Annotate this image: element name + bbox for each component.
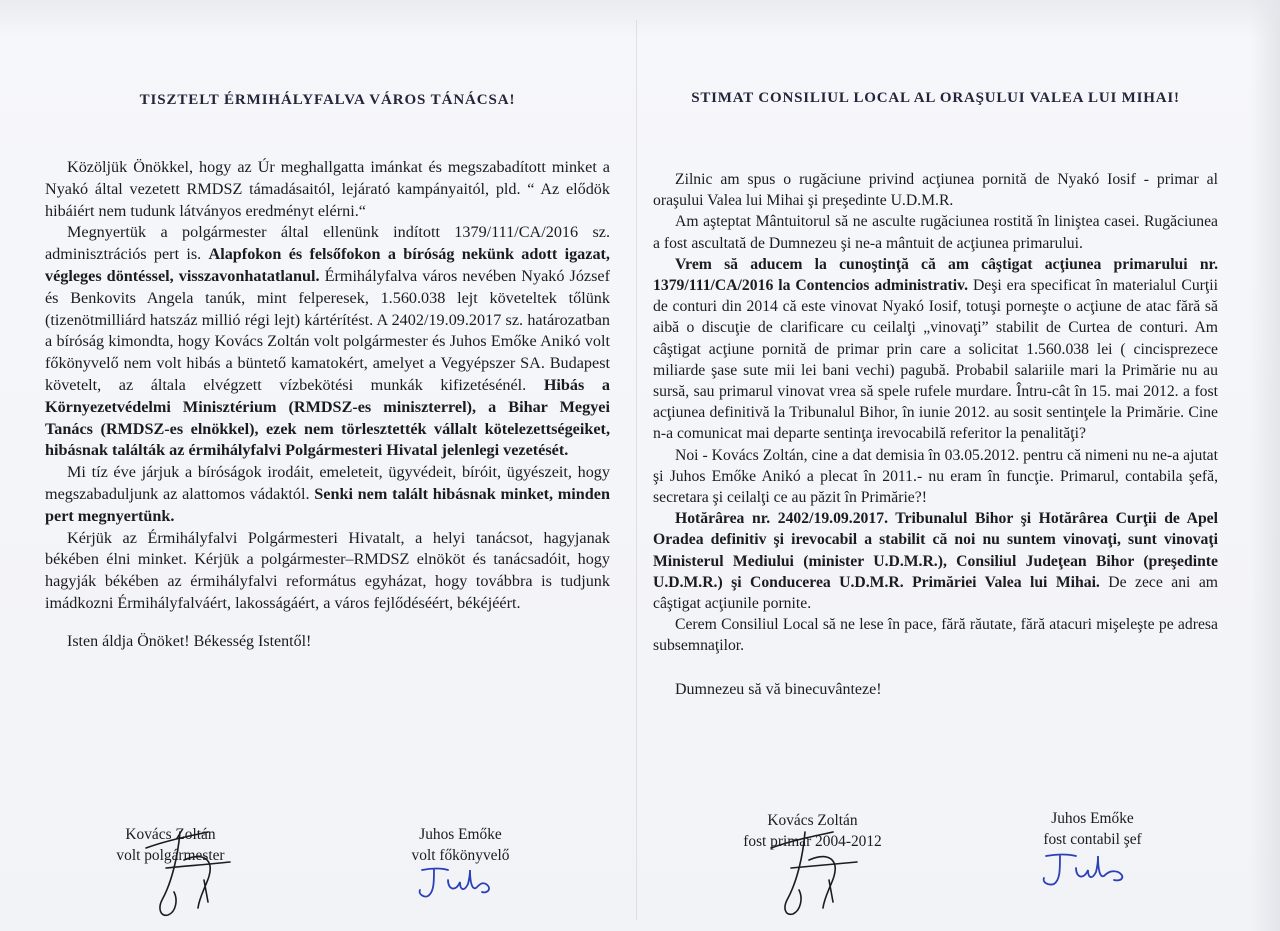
paragraph [45, 222, 610, 462]
text: De zece ani am câştigat acţiunile pornite. [653, 573, 1218, 613]
paragraph [653, 211, 1218, 253]
text: Mi tíz éve járjuk a bíróságok irodáit, emeleteit, ügyvédeit, bíróit, ügyészeit, hogy megszabaduljunk az alattomos vádaktól. [45, 463, 610, 503]
text: Megnyertük a polgármester által ellenünk indított 1379/111/CA/2016 sz. adminisztrációs pert is. [45, 223, 610, 264]
signer-name: Kovács Zoltán [767, 812, 858, 829]
bold-text: Senki nem talált hibásnak minket, minden pert megnyertünk. [45, 484, 610, 525]
paragraph [653, 445, 1218, 509]
romanian-heading: STIMAT CONSILIUL LOCAL AL ORAŞULUI VALEA LUI MIHAI! [691, 90, 1180, 106]
page-top-edge [0, 0, 1280, 38]
signer-name: Juhos Emőke [1051, 810, 1134, 827]
signer-title: fost primar 2004-2012 [743, 833, 882, 850]
text: Zilnic am spus o rugăciune privind acţiunea pornită de Nyakó Iosif - primar al oraşului Valea lui Mihai şi preşedinte U.D.M.R. [653, 171, 1218, 210]
juhos-signature-scribble-right [1036, 848, 1136, 890]
juhos-signature-scribble-left [412, 862, 502, 902]
signer-name: Juhos Emőke [419, 826, 502, 843]
signature-block-kovacs-hu [78, 824, 263, 866]
signer-title: volt polgármester [116, 847, 225, 864]
hungarian-closing: Isten áldja Önöket! Békesség Istentől! [67, 632, 312, 650]
romanian-closing: Dumnezeu să vă binecuvânteze! [675, 680, 882, 698]
signature-block-juhos-ro [1000, 808, 1185, 850]
bold-text: Vrem să aducem la cunoştinţă că am câştigat acţiunea primarului nr. 1379/111/CA/2016 la Contencios administrativ. [653, 255, 1218, 295]
text: Am aşteptat Mântuitorul să ne asculte rugăciunea rostită în liniştea casei. Rugăciunea a fost ascultată de Dumnezeu şi ne-a mântuit de acţiunea primarului. [653, 213, 1218, 252]
bold-text: Alapfokon és felsőfokon a bíróság nekünk adott igazat, végleges döntéssel, visszavonhatatlanul. [45, 245, 610, 285]
romanian-body [653, 169, 1218, 657]
hungarian-letter [45, 92, 610, 651]
paragraph [653, 614, 1218, 656]
romanian-letter [653, 90, 1218, 699]
paragraph [45, 462, 610, 527]
text: Kérjük az Érmihályfalvi Polgármesteri Hivatalt, a helyi tanácsot, hagyjanak békében élni minket. Kérjük a polgármester–RMDSZ elnököt és tanácsadóit, hogy hagyják békében az érmihályfalvi református egyházat, hogy továbbra is tudjunk imádkozni Érmihályfalváért, lakosságáért, a város fejlődéséért, békéjéért. [45, 528, 610, 612]
text: Deşi era specificat în materialul Curţii de conturi din 2014 că este vinovat Nyakó Iosif, totuşi porneşte o acţiune de atac fără să aibă o discuţie de clarificare cu ceilalţi „vinovaţi” stabilit de Curtea de conturi. Am câştigat acţiune pornită de primar prin care a solicitat 1.560.038 lei ( cincisprezece miliarde şase sute mii lei bani vechi) pagubă. Probabil salariile mari la Primărie nu au sursă, sau primarul vinovat vrea să spele rufele murdare. Întru-cât în 15. mai 2012. a fost acţiunea definitivă la Tribunalul Bihor, în iunie 2012. au sosit sentinţele la Primărie. Cine n-a comunicat mai departe sentinţa irevocabilă referitor la penalităţi? [653, 277, 1218, 443]
paragraph [653, 254, 1218, 445]
signer-name: Kovács Zoltán [125, 826, 216, 843]
paragraph [45, 528, 610, 615]
text: Noi - Kovács Zoltán, cine a dat demisia în 03.05.2012. pentru că nimeni nu ne-a ajutat şi Juhos Emőke Anikó a plecat în 2011.- nu eram în funcţie. Primarul, contabila şefă, secretara şi ceilalţi ce au păzit în Primărie?! [653, 446, 1218, 507]
paragraph [653, 508, 1218, 614]
bold-text: Hotărârea nr. 2402/19.09.2017. Tribunalul Bihor şi Hotărârea Curţii de Apel Oradea definitiv şi irevocabil a stabilit că noi nu suntem vinovaţi, sunt vinovaţi Ministerul Mediului (minister U.D.M.R.), Consiliul Judeţean Bihor (preşedinte U.D.M.R.) şi Conducerea U.D.M.R. Primăriei Valea lui Mihai. [653, 510, 1218, 591]
page-fold-line [636, 20, 637, 920]
paragraph [45, 157, 610, 222]
hungarian-heading: TISZTELT ÉRMIHÁLYFALVA VÁROS TÁNÁCSA! [139, 92, 516, 108]
signer-title: fost contabil şef [1043, 831, 1142, 848]
page-right-edge [1250, 0, 1280, 931]
signature-block-juhos-hu [368, 824, 553, 866]
signature-block-kovacs-ro [720, 810, 905, 852]
text: Közöljük Önökkel, hogy az Úr meghallgatta imánkat és megszabadított minket a Nyakó által vezetett RMDSZ támadásaitól, lejárató kampányaitól, pld. “ Az elődök hibáiért nem tudunk látványos eredményt elérni.“ [45, 158, 610, 220]
text: Érmihályfalva város nevében Nyakó József és Benkovits Angela tanúk, mint felperesek, 1.560.038 lejt követeltek tőlünk (tizenötmilliárd hatszáz millió régi lejt) kártérítést. A 2402/19.09.2017 sz. határozatban a bíróság kimondta, hogy Kovács Zoltán volt polgármester és Juhos Emőke Anikó volt főkönyvelő nem volt hibás a büntető kamatokért, amelyet a Vegyépszer SA. Budapest követelt, az általa elvégzett vízbekötési munkák kifizetésénél. [45, 266, 610, 394]
text: Cerem Consiliul Local să ne lese în pace, fără răutate, fără atacuri mişeleşte pe adresa subsemnaţilor. [653, 616, 1218, 655]
bold-text: Hibás a Környezetvédelmi Minisztérium (RMDSZ-es miniszterrel), a Bihar Megyei Tanács (RMDSZ-es elnökkel), ezek nem törlesztették vállalt kötelezettségeiket, hibásnak találták az érmihályfalvi Polgármesteri Hivatal jelenlegi vezetését. [45, 375, 610, 460]
signer-title: volt főkönyvelő [411, 847, 510, 864]
hungarian-body [45, 157, 610, 615]
paragraph [653, 169, 1218, 211]
